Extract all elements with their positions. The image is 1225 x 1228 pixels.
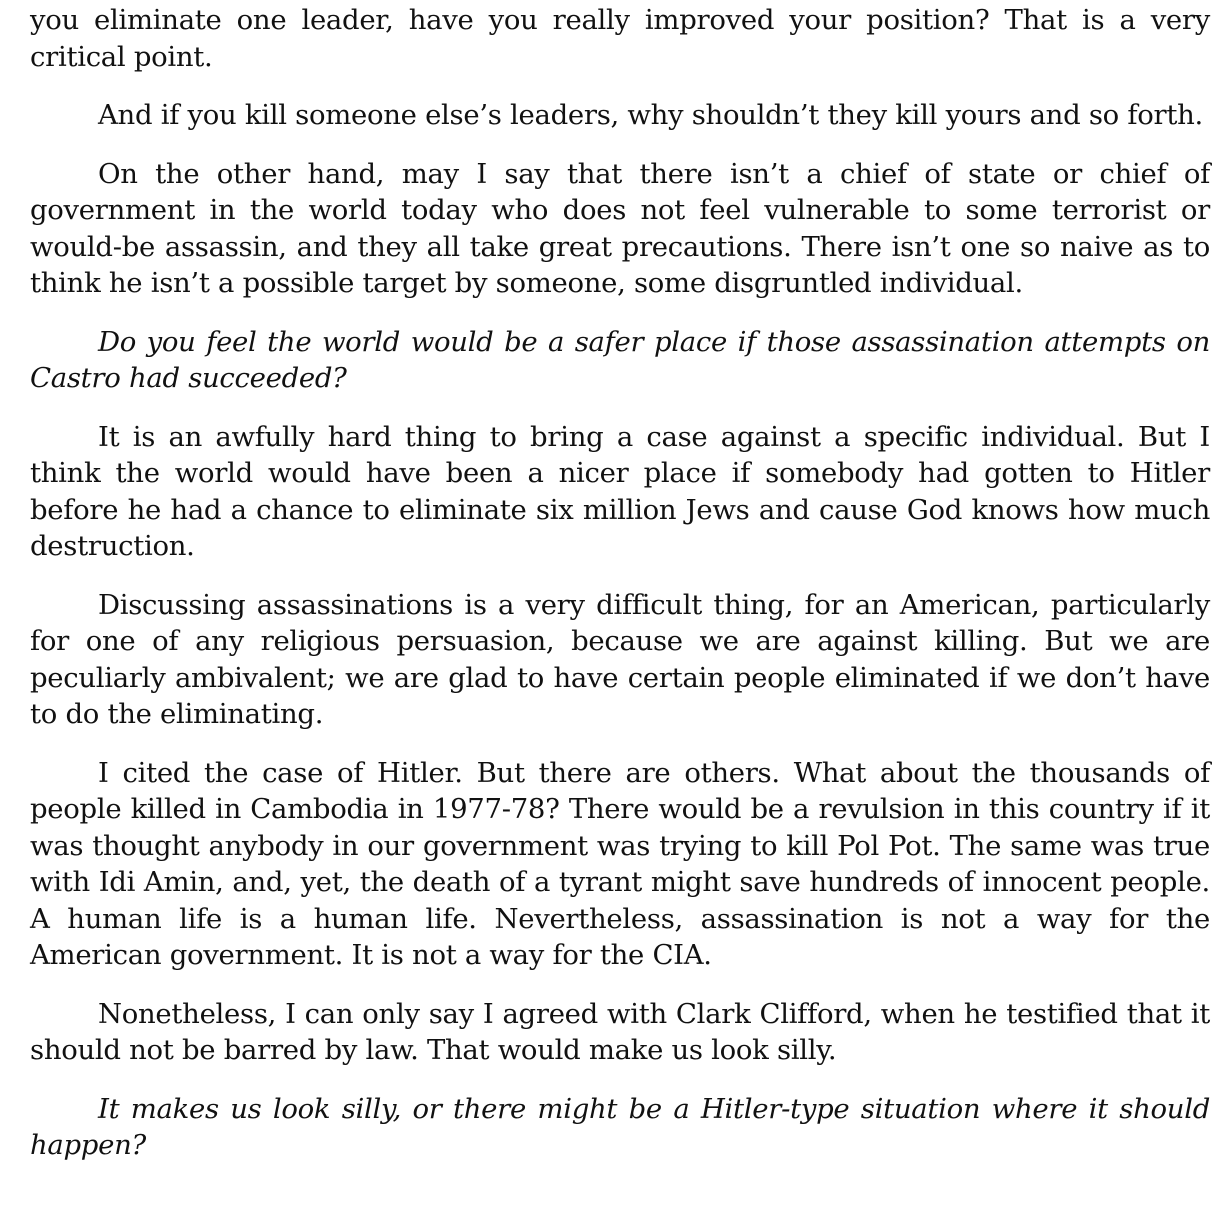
paragraph-others: I cited the case of Hitler. But there are others. What about the thousands of people killed in Cambodia in 1977-78? There would be a revulsion in this country if it was thought anybody in our government was trying to kill Pol Pot. The same was true with Idi Amin, and, yet, the death of a tyrant might save hundreds of innocent people. A human life is a human life. Nevertheless, assassination is not a way for the American government. It is not a way for the CIA. bbox=[30, 756, 1210, 971]
question-castro: Do you feel the world would be a safer place if those assassination attempts on Castro had succeeded? bbox=[30, 325, 1210, 394]
paragraph-clifford: Nonetheless, I can only say I agreed with Clark Clifford, when he testified that it should not be barred by law. That would make us look silly. bbox=[30, 997, 1210, 1066]
paragraph-leaders: And if you kill someone else’s leaders, why shouldn’t they kill yours and so forth. bbox=[98, 99, 1203, 131]
paragraph-ambivalence: Discussing assassinations is a very difficult thing, for an American, particularly for one of any religious persuasion, because we are against killing. But we are peculiarly ambivalent; we are glad to have certain people eliminated if we don’t have to do the eliminating. bbox=[30, 588, 1210, 730]
paragraph-hitler: It is an awfully hard thing to bring a case against a specific individual. But I think the world would have been a nicer place if somebody had gotten to Hitler before he had a chance to eliminate six million Jews and cause God knows how much destruction. bbox=[30, 420, 1210, 562]
paragraph-chief-of-state: On the other hand, may I say that there isn’t a chief of state or chief of government in the world today who does not feel vulnerable to some terrorist or would-be assassin, and they all take great precautions. There isn’t one so naive as to think he isn’t a possible target by someone, some disgruntled individual. bbox=[30, 157, 1210, 299]
question-hitler-type: It makes us look silly, or there might be a Hitler-type situation where it should happen? bbox=[30, 1092, 1210, 1161]
document-page bbox=[30, 2, 1210, 1164]
paragraph-continuation: you eliminate one leader, have you really improved your position? That is a very critical point. bbox=[30, 4, 1210, 73]
